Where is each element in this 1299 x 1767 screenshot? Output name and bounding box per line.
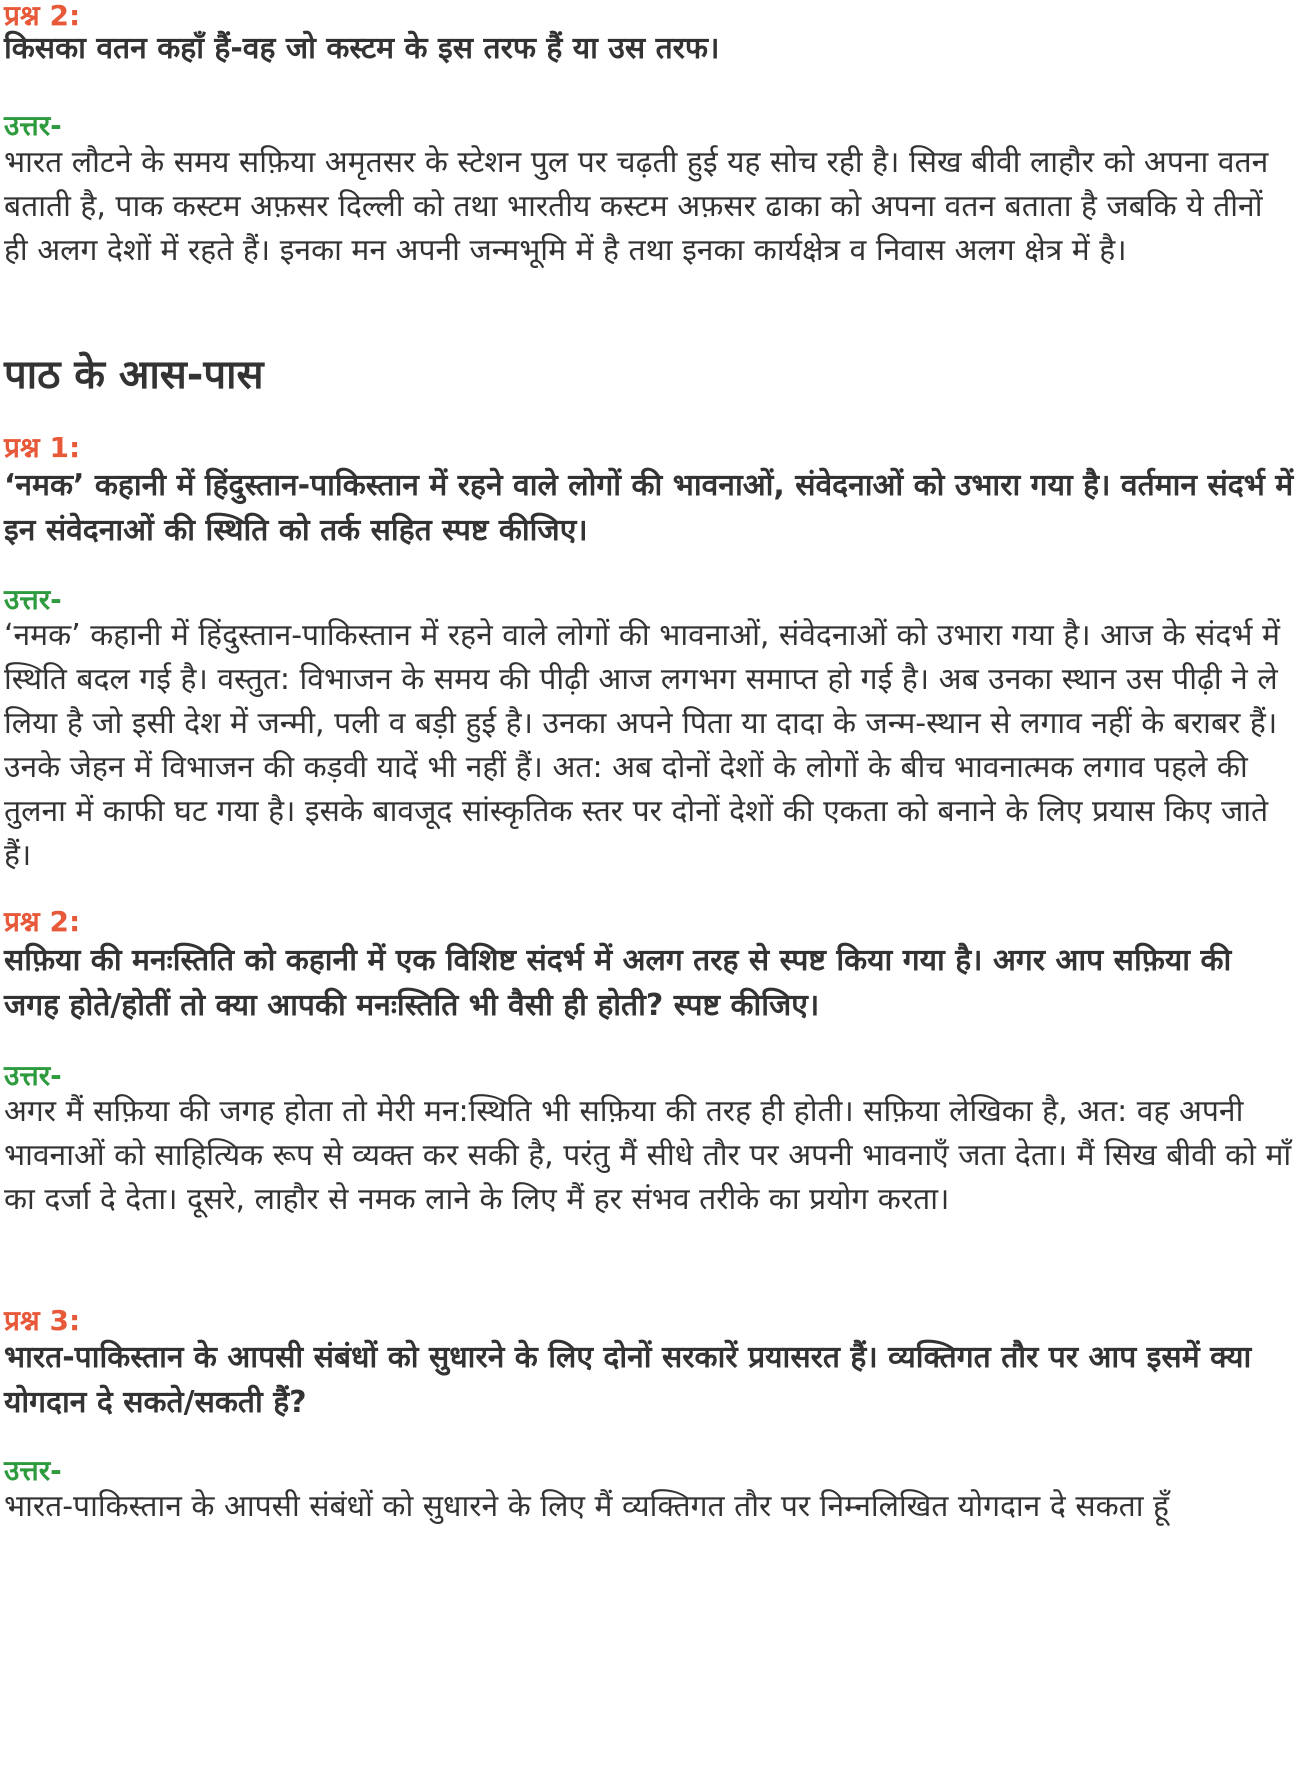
question-label: प्रश्न 2:: [4, 905, 81, 938]
question-label: प्रश्न 2:: [4, 0, 81, 32]
question-label: प्रश्न 1:: [4, 431, 81, 464]
question-text: किसका वतन कहाँ हैं-वह जो कस्टम के इस तरफ हैं या उस तरफ।: [4, 31, 720, 66]
answer-label: उत्तर-: [4, 1059, 62, 1092]
answer-text: अगर मैं सफ़िया की जगह होता तो मेरी मन:स्थिति भी सफ़िया की तरह ही होती। सफ़िया लेखिका है, अत: वह अपनी भावनाओं को साहित्यिक रूप से व्यक्त कर सकी है, परंतु मैं सीधे तौर पर अपनी भावनाएँ जता देता। मैं सिख बीवी को माँ का दर्जा दे देता। दूसरे, लाहौर से नमक लाने के लिए मैं हर संभव तरीके का प्रयोग करता।: [4, 1094, 1292, 1217]
answer-label: उत्तर-: [4, 583, 62, 616]
answer-label: उत्तर-: [4, 109, 62, 142]
question-text: भारत-पाकिस्तान के आपसी संबंधों को सुधारने के लिए दोनों सरकारें प्रयासरत हैं। व्यक्तिगत तौर पर आप इसमें क्या योगदान दे सकते/सकती हैं?: [4, 1340, 1252, 1420]
answer-text: भारत लौटने के समय सफ़िया अमृतसर के स्टेशन पुल पर चढ़ती हुई यह सोच रही है। सिख बीवी लाहौर को अपना वतन बताती है, पाक कस्टम अफ़सर दिल्ली को तथा भारतीय कस्टम अफ़सर ढाका को अपना वतन बताता है जबकि ये तीनों ही अलग देशों में रहते हैं। इनका मन अपनी जन्मभूमि में है तथा इनका कार्यक्षेत्र व निवास अलग क्षेत्र में है।: [4, 145, 1269, 268]
answer-label: उत्तर-: [4, 1454, 62, 1487]
answer-text: भारत-पाकिस्तान के आपसी संबंधों को सुधारने के लिए मैं व्यक्तिगत तौर पर निम्नलिखित योगदान दे सकता हूँ: [4, 1489, 1169, 1524]
section-heading: पाठ के आस-पास: [4, 352, 264, 398]
question-label: प्रश्न 3:: [4, 1304, 81, 1337]
question-text: ‘नमक’ कहानी में हिंदुस्तान-पाकिस्तान में रहने वाले लोगों की भावनाओं, संवेदनाओं को उभारा गया है। वर्तमान संदर्भ में इन संवेदनाओं की स्थिति को तर्क सहित स्पष्ट कीजिए।: [4, 468, 1294, 548]
question-text: सफ़िया की मनःस्तिति को कहानी में एक विशिष्ट संदर्भ में अलग तरह से स्पष्ट किया गया है। अगर आप सफ़िया की जगह होते/होतीं तो क्या आपकी मनःस्तिति भी वैसी ही होती? स्पष्ट कीजिए।: [4, 943, 1232, 1023]
answer-text: ‘नमक’ कहानी में हिंदुस्तान-पाकिस्तान में रहने वाले लोगों की भावनाओं, संवेदनाओं को उभारा गया है। आज के संदर्भ में स्थिति बदल गई है। वस्तुत: विभाजन के समय की पीढ़ी आज लगभग समाप्त हो गई है। अब उनका स्थान उस पीढ़ी ने ले लिया है जो इसी देश में जन्मी, पली व बड़ी हुई है। उनका अपने पिता या दादा के जन्म-स्थान से लगाव नहीं के बराबर हैं। उनके जेहन में विभाजन की कड़वी यादें भी नहीं हैं। अत: अब दोनों देशों के लोगों के बीच भावनात्मक लगाव पहले की तुलना में काफी घट गया है। इसके बावजूद सांस्कृतिक स्तर पर दोनों देशों की एकता को बनाने के लिए प्रयास किए जाते हैं।: [4, 618, 1280, 873]
